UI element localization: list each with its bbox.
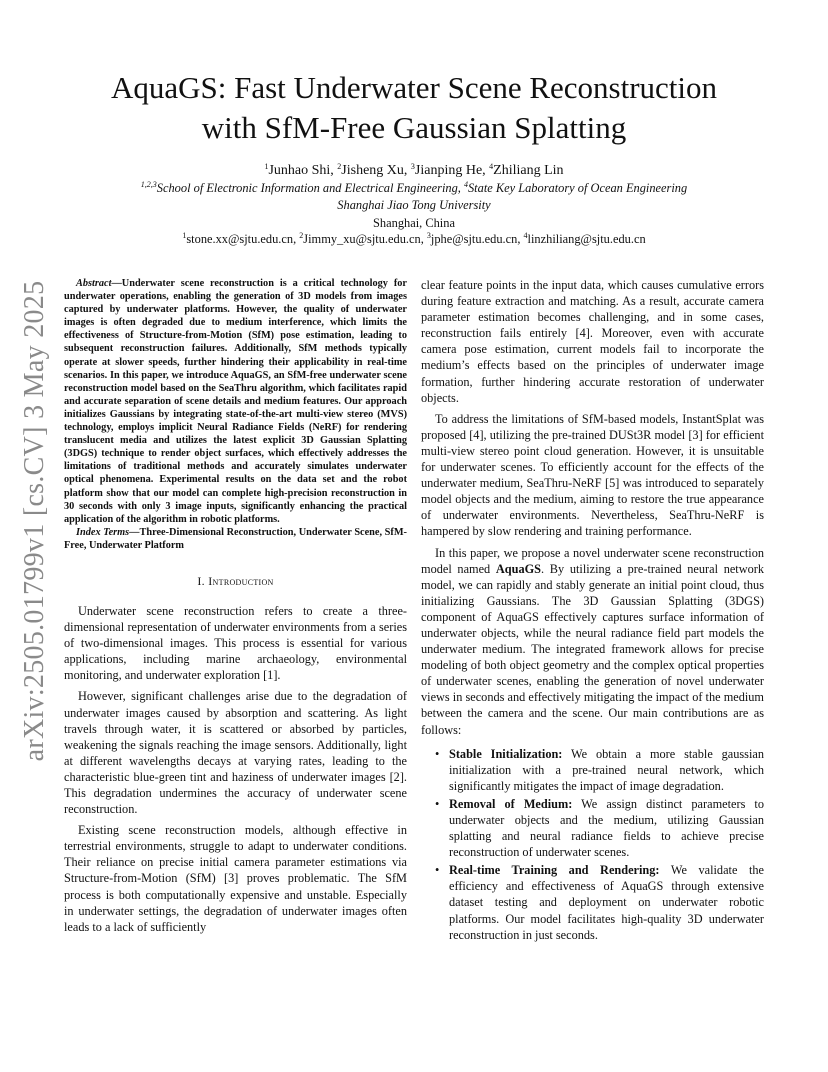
section-heading (64, 574, 407, 589)
contribution-3-title: Real-time Training and Rendering: (449, 863, 660, 878)
intro-paragraph-2: However, significant challenges arise due to the degradation of underwater images caused by absorption and scattering. As light travels through water, it is scattered or absorbed by particles, weakening the signals reaching the image sensors. Additionally, light at different wavelengths decays at varying rates, leading to the characteristic blue-green tint and haziness of underwater images [2]. This degradation undermines the accuracy of underwater scene reconstruction. (64, 689, 407, 817)
abstract (64, 277, 407, 526)
author-3-mark: 3 (410, 162, 415, 171)
author-3: Jianping He, (414, 163, 490, 178)
list-item (421, 796, 764, 860)
arxiv-stamp (19, 280, 50, 762)
right-column (421, 277, 764, 945)
affiliation-school: School of Electronic Information and Electrical Engineering, (156, 181, 464, 195)
affiliation (40, 180, 788, 214)
affiliation-mark-1: 1,2,3 (140, 180, 157, 189)
title-line-2: with SfM-Free Gaussian Splatting (201, 110, 627, 145)
contribution-list (421, 746, 764, 943)
arxiv-stamp-text: arXiv:2505.01799v1 [cs.CV] 3 May 2025 (19, 280, 50, 762)
contribution-1-title: Stable Initialization: (449, 746, 563, 761)
affiliation-line-1 (40, 180, 788, 197)
email-3-mark: 3 (426, 231, 431, 240)
list-item (421, 746, 764, 794)
author-2-mark: 2 (337, 162, 342, 171)
model-name: AquaGS (495, 561, 542, 576)
city: Shanghai, China (373, 216, 455, 230)
intro-paragraph-1: Underwater scene reconstruction refers to create a three-dimensional representation of underwater environments from a series of two-dimensional images. This process is essential for various applications, including marine archaeology, environmental monitoring, and underwater exploration [1]. (64, 603, 407, 683)
left-column (64, 277, 407, 940)
email-4: linzhiliang@sjtu.edu.cn (527, 232, 646, 246)
email-2-mark: 2 (299, 231, 304, 240)
intro-paragraph-3: Existing scene reconstruction models, although effective in terrestrial environments, struggle to adapt to underwater conditions. Their reliance on precise initial camera parameter estimations via Structure-from-Motion (SfM) [3] proves problematic. The SfM process is both computationally expensive and unstable. Especially in underwater settings, the degradation of underwater images often leads to a lack of sufficiently (64, 823, 407, 934)
p5-post: . By utilizing a pre-trained neural network model, we can rapidly and stably generate an initial point cloud, thus initializing Gaussians. The 3D Gaussian Splatting (3DGS) component of AquaGS effectively captures surface information of underwater objects, while the neural radiance field part models the underwater medium. The integrated framework allows for precise modeling of both object geometry and the complex optical properties of underwater scenes, enabling the generation of novel underwater views in seconds and effectively mitigating the impact of the medium between the camera and the scene. Our main contributions are as follows: (421, 561, 764, 737)
intro-paragraph-4: To address the limitations of SfM-based models, InstantSplat was proposed [4], utilizing the pre-trained DUSt3R model [3] for efficient multi-view stereo point cloud generation. However, it is unsuitable for underwater scenes. To efficiently account for the effects of the underwater medium, SeaThru-NeRF [5] was introduced to separately model objects and the medium, aiming to restore the true appearance of underwater environments. Nevertheless, SeaThru-NeRF is hampered by slow rendering and training performance. (421, 411, 764, 539)
abstract-text: —Underwater scene reconstruction is a critical technology for underwater operations, enabling the generation of 3D models from images captured by underwater platforms. However, the quality of underwater images is often degraded due to medium interference, which limits the effectiveness of Structure-from-Motion (SfM) pose estimation, leading to subsequent reconstruction failures. Additionally, SfM methods typically operate at slower speeds, further hindering their applicability in real-time scenarios. In this paper, we introduce AquaGS, an SfM-free underwater scene reconstruction model based on the SeaThru algorithm, which facilitates rapid and accurate separation of scene details and medium features. Our approach initializes Gaussians by integrating state-of-the-art multi-view stereo (MVS) technology, employs implicit Neural Radiance Fields (NeRF) for rendering translucent media and utilizes the latest explicit 3D Gaussian Splatting (3DGS) technique to render object surfaces, which effectively addresses the limitations of traditional methods and accurately simulates underwater optical phenomena. Experimental results on the data set and the robot platform show that our model can complete high-precision reconstruction in 30 seconds with only 3 image inputs, significantly enhancing the practical application of the algorithm in robotic platforms. (64, 278, 407, 525)
section-title: Introduction (208, 573, 274, 588)
email-3: jphe@sjtu.edu.cn, (430, 232, 524, 246)
intro-paragraph-3-continued: clear feature points in the input data, which causes cumulative errors during feature extraction and matching. As a result, accurate camera parameter estimation becomes challenging, and in some cases, reconstruction fails entirely [4]. Moreover, even with accurate camera pose estimation, current models fail to incorporate the medium’s effects based on the principles of underwater image formation, further hindering accurate restoration of underwater objects. (421, 278, 764, 405)
contribution-2-title: Removal of Medium: (449, 796, 573, 811)
email-list (40, 231, 788, 248)
affiliation-line-2: Shanghai Jiao Tong University (337, 198, 491, 212)
p5-pre: In this paper, we propose a novel underwater scene reconstruction model named (421, 545, 764, 576)
email-2: Jimmy_xu@sjtu.edu.cn, (303, 232, 427, 246)
intro-paragraph-5 (421, 545, 764, 738)
index-terms-text: —Three-Dimensional Reconstruction, Underwater Scene, SfM-Free, Underwater Platform (64, 526, 407, 551)
contribution-2-text: We assign distinct parameters to underwater objects and the medium, utilizing Gaussian splatting and neural radiance fields to achieve precise reconstruction of underwater scenes. (449, 796, 764, 860)
email-4-mark: 4 (523, 231, 528, 240)
list-item (421, 862, 764, 942)
author-1: Junhao Shi, (268, 163, 338, 178)
contribution-3-text: We validate the efficiency and effectiveness of AquaGS through extensive dataset testing and deployment on underwater robotic platforms. Our model facilitates high-quality 3D underwater reconstruction in just seconds. (449, 863, 764, 942)
affiliation-mark-2: 4 (463, 180, 468, 189)
index-terms (64, 526, 407, 552)
author-2: Jisheng Xu, (341, 163, 411, 178)
author-4-mark: 4 (489, 162, 494, 171)
abstract-label: Abstract (76, 278, 112, 289)
index-terms-label: Index Terms (76, 526, 130, 538)
author-4: Zhiliang Lin (493, 163, 564, 178)
contribution-1-text: We obtain a more stable gaussian initialization with a pre-trained neural network, which significantly mitigates the impact of image degradation. (449, 746, 764, 793)
section-number: I. (197, 573, 209, 588)
email-1: stone.xx@sjtu.edu.cn, (186, 232, 300, 246)
email-1-mark: 1 (182, 231, 187, 240)
title-line-1: AquaGS: Fast Underwater Scene Reconstruction (110, 70, 718, 105)
affiliation-lab: State Key Laboratory of Ocean Engineering (467, 181, 688, 195)
author-list (40, 162, 788, 180)
paper-title (40, 68, 788, 148)
author-1-mark: 1 (264, 162, 269, 171)
